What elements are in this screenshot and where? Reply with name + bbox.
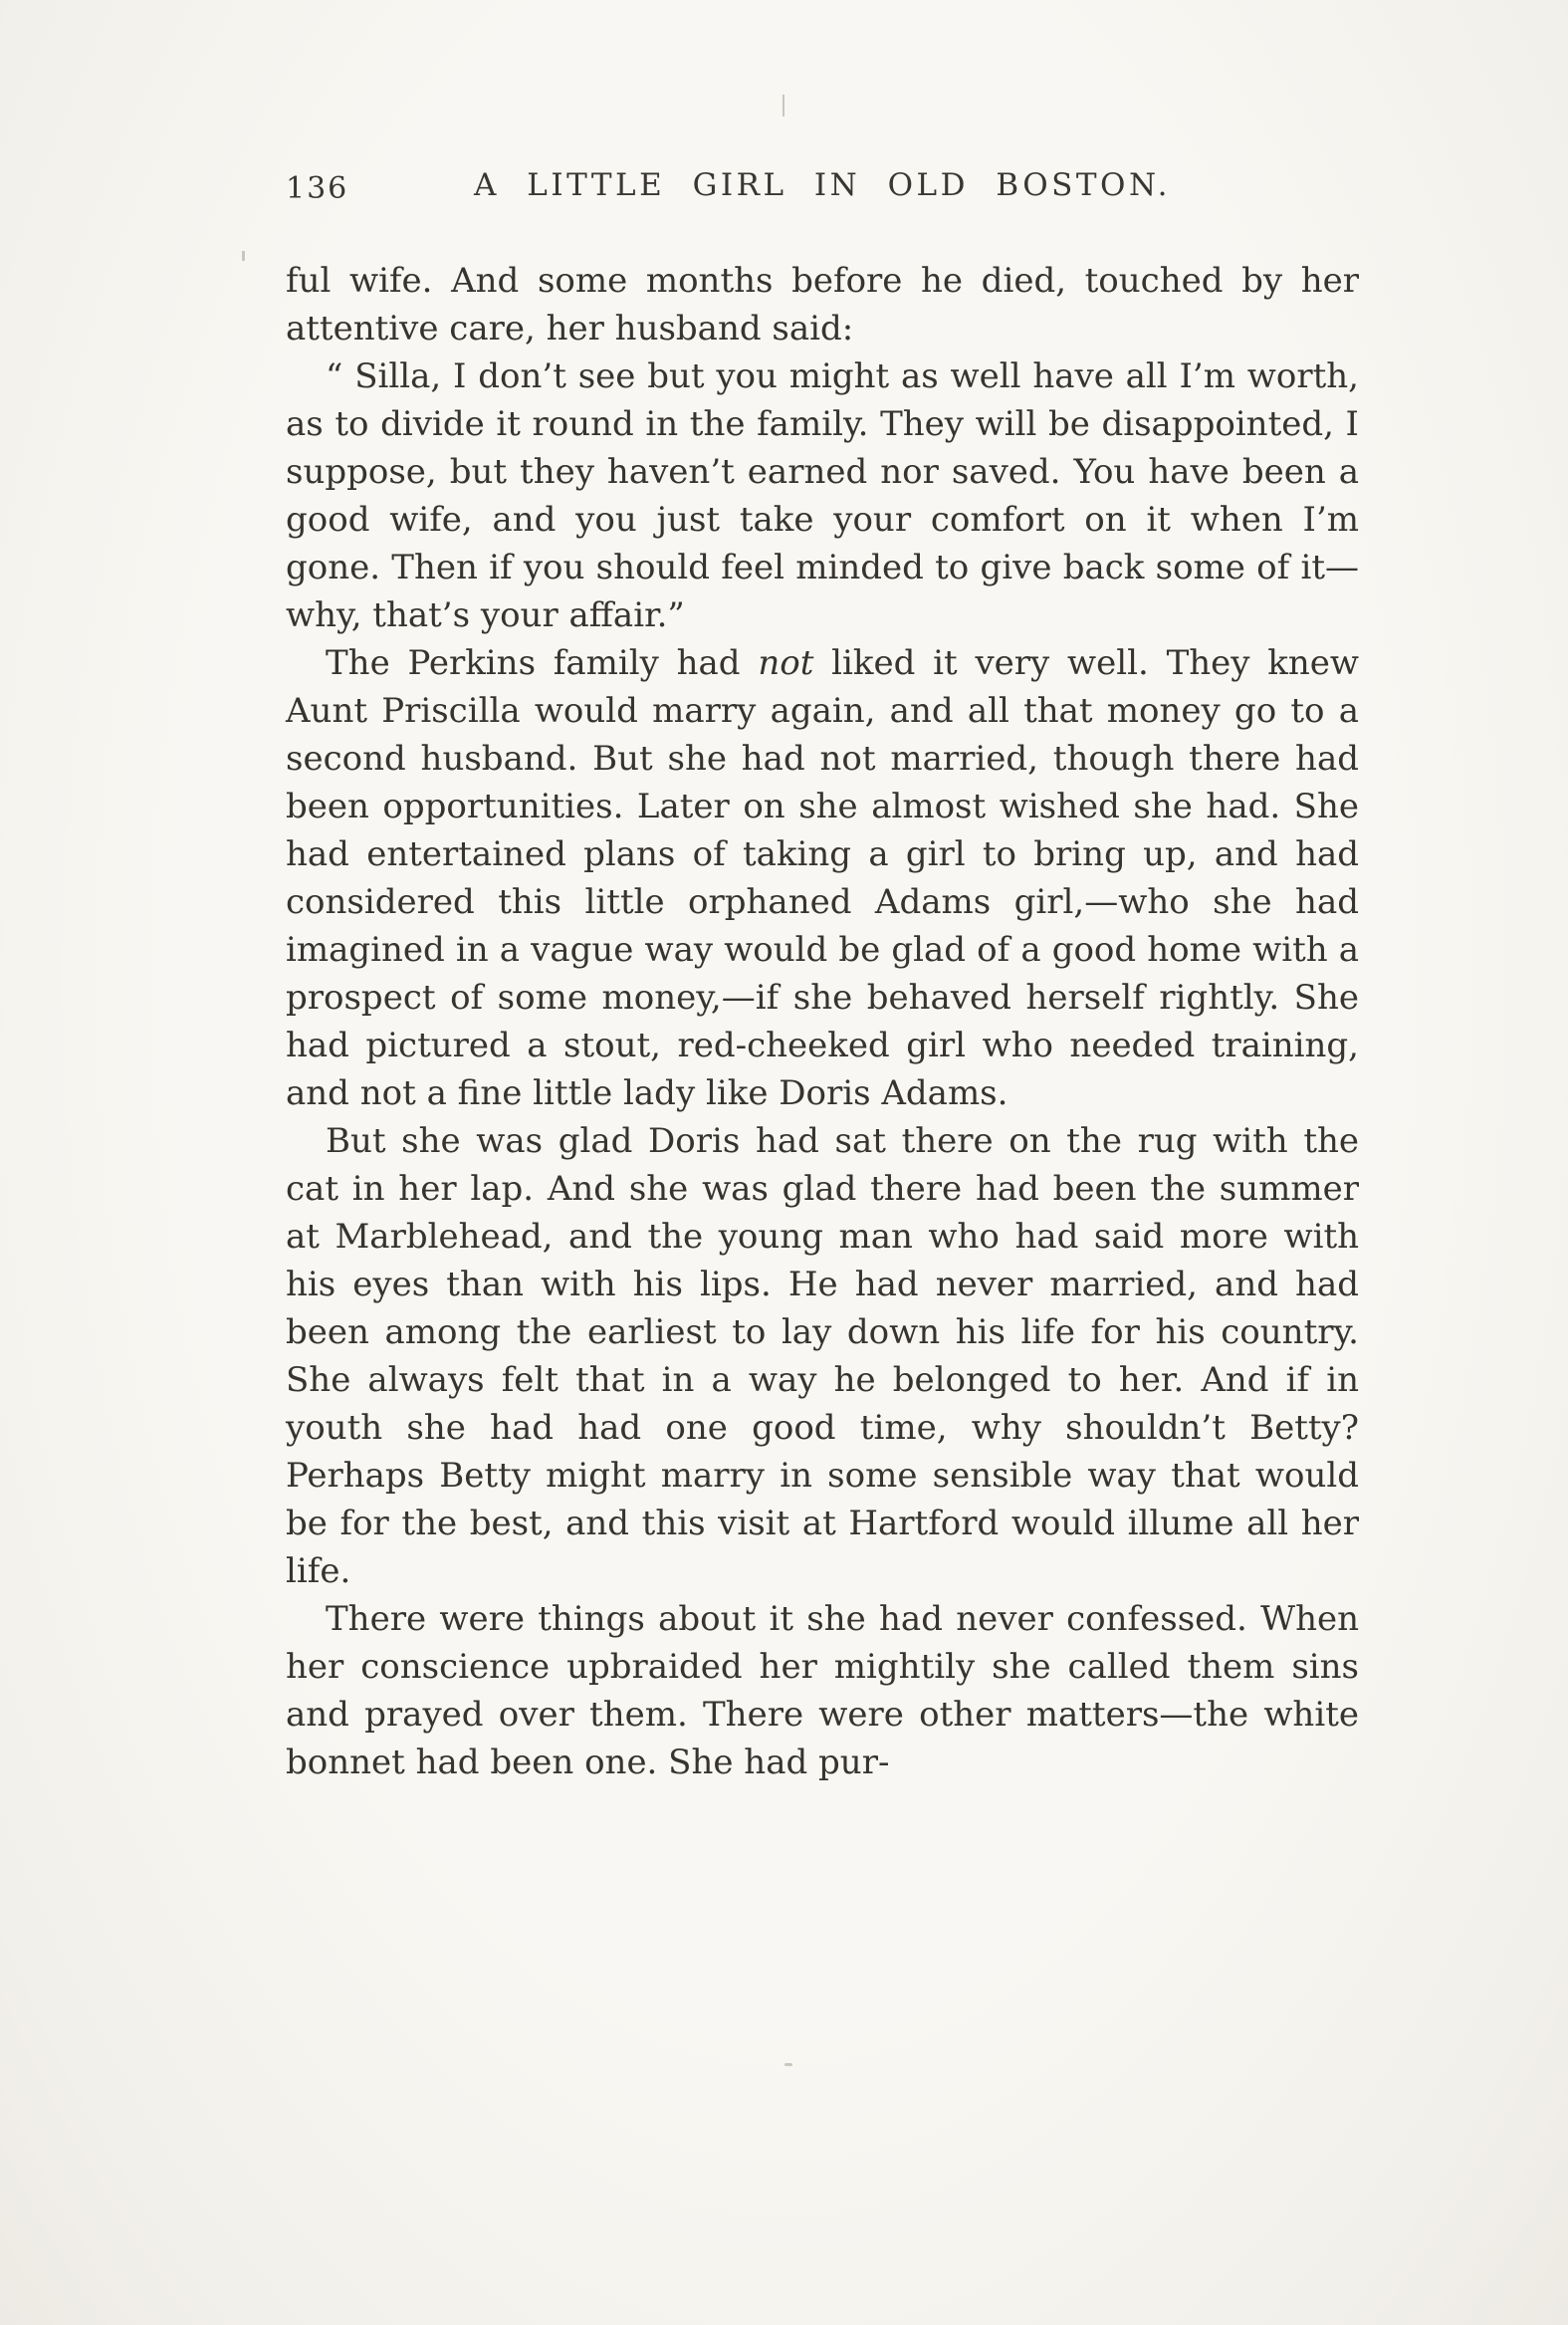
text-run: The Perkins family had	[326, 643, 759, 683]
paragraph	[286, 257, 1359, 352]
paragraph	[286, 352, 1359, 639]
page-body	[286, 257, 1359, 1786]
italic-text-run: not	[758, 643, 814, 683]
text-run: There were things about it she had never confessed. When her conscience upbraided her mightily she called them sins and prayed over them. There were other matters—the white bonnet had been one. She had pur-	[286, 1599, 1359, 1782]
scan-artifact-left	[242, 251, 245, 261]
text-run: liked it very well. They knew Aunt Priscilla would marry again, and all that money go to a second husband. But she had not married, though there had been opportunities. Later on she almost wished she had. She had entertained plans of taking a girl to bring up, and had considered this little orphaned Adams girl,—who she had imagined in a vague way would be glad of a good home with a prospect of some money,—if she behaved herself rightly. She had pictured a stout, red-cheeked girl who needed training, and not a fine little lady like Doris Adams.	[286, 643, 1359, 1113]
page-header	[286, 167, 1359, 211]
scan-artifact-bottom	[784, 2063, 792, 2066]
text-run: ful wife. And some months before he died, touched by her attentive care, her husband said:	[286, 261, 1359, 349]
paragraph	[286, 1117, 1359, 1595]
page-number: 136	[286, 171, 349, 206]
running-title: A LITTLE GIRL IN OLD BOSTON.	[474, 167, 1171, 203]
text-run: But she was glad Doris had sat there on the rug with the cat in her lap. And she was glad there had been the summer at Marblehead, and the young man who had said more with his eyes than with his lips. He had never married, and had been among the earliest to lay down his life for his country. She always felt that in a way he belonged to her. And if in youth she had had one good time, why shouldn’t Betty? Perhaps Betty might marry in some sensible way that would be for the best, and this visit at Hartford would illume all her life.	[286, 1121, 1359, 1591]
scan-artifact-top	[783, 95, 784, 116]
text-run: “ Silla, I don’t see but you might as well have all I’m worth, as to divide it round in the family. They will be disappointed, I suppose, but they haven’t earned nor saved. You have been a good wife, and you just take your comfort on it when I’m gone. Then if you should feel minded to give back some of it—why, that’s your affair.”	[286, 356, 1359, 635]
paragraph	[286, 1595, 1359, 1786]
page-content	[286, 167, 1359, 1786]
paragraph	[286, 639, 1359, 1117]
